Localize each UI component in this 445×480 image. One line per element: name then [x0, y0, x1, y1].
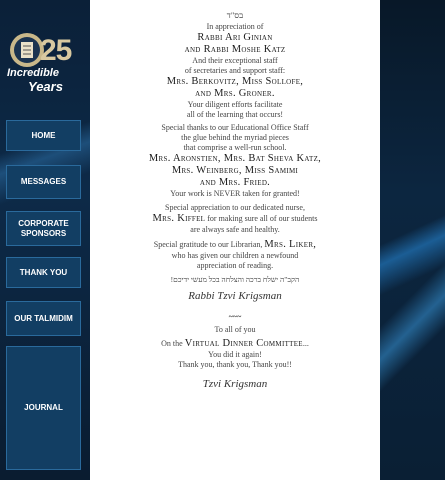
text-line: of secretaries and support staff: — [184, 66, 286, 75]
text-line: Your diligent efforts facilitate — [187, 100, 283, 109]
text-line: who has given our children a newfound — [171, 251, 299, 260]
signature-tzvi-krigsman: Tzvi Krigsman — [202, 378, 268, 390]
nav-our-talmidim-button[interactable]: OUR TALMIDIM — [6, 301, 81, 336]
logo-word-incredible: Incredible — [7, 67, 59, 79]
text-line: for making sure all of our students — [205, 214, 318, 223]
honoree-name: and Mrs. Fried. — [199, 177, 271, 188]
honoree-name: and Rabbi Moshe Katz — [184, 44, 286, 55]
text-line: On the — [161, 339, 185, 348]
text-line: Your work is NEVER taken for granted! — [170, 189, 300, 198]
logo-number: 25 — [40, 34, 72, 67]
bsd-header: בס"ד — [226, 10, 244, 20]
honoree-name: Mrs. Weinberg, Miss Samimi — [171, 165, 299, 176]
hebrew-blessing: הקב"ה ישלח ברכה והצלחה בכל מעשי ידיכם! — [170, 275, 300, 284]
text-line: are always safe and healthy. — [190, 225, 280, 234]
committee-name: Virtual Dinner Committee — [184, 338, 303, 349]
text-line: To all of you — [214, 325, 256, 334]
text-line: You did it again! — [208, 350, 262, 359]
section-divider: ~~~ — [228, 312, 242, 321]
signature-rabbi-krigsman: Rabbi Tzvi Krigsman — [188, 290, 282, 302]
logo-word-years: Years — [28, 79, 63, 94]
nav-messages-button[interactable]: MESSAGES — [6, 165, 81, 199]
text-line: the glue behind the myriad pieces — [181, 133, 289, 142]
nav-home-button[interactable]: HOME — [6, 120, 81, 151]
text-line: that comprise a well-run school. — [183, 143, 287, 152]
text-line: Thank you, thank you, Thank you!! — [178, 360, 292, 369]
text-line: Special thanks to our Educational Office Staff — [161, 123, 309, 132]
text-line: And their exceptional staff — [192, 56, 278, 65]
honoree-name: Mrs. Aronstien, Mrs. Bat Sheva Katz, — [148, 153, 322, 164]
thank-you-letter — [90, 0, 380, 480]
text-line: Special appreciation to our dedicated nurse, — [165, 203, 305, 212]
nav-corporate-sponsors-button[interactable]: CORPORATE SPONSORS — [6, 211, 81, 246]
nav-journal-button[interactable]: JOURNAL — [6, 346, 81, 470]
honoree-name: and Mrs. Groner. — [195, 88, 275, 99]
anniversary-logo[interactable] — [4, 28, 84, 98]
nav-thank-you-button[interactable]: THANK YOU — [6, 257, 81, 288]
text-line: ... — [302, 339, 309, 348]
text-line: all of the learning that occurs! — [186, 110, 284, 119]
honoree-name: Mrs. Kiffel — [152, 213, 206, 224]
left-sidebar — [0, 0, 90, 480]
text-line: Special gratitude to our Librarian, — [153, 240, 265, 249]
text-line: In appreciation of — [206, 22, 264, 31]
honoree-name: Mrs. Berkovitz, Miss Sollofe, — [166, 76, 304, 87]
honoree-name: Mrs. Liker, — [264, 239, 317, 250]
honoree-name: Rabbi Ari Ginian — [197, 32, 273, 43]
right-decorative-panel — [380, 0, 445, 480]
text-line: appreciation of reading. — [196, 261, 274, 270]
